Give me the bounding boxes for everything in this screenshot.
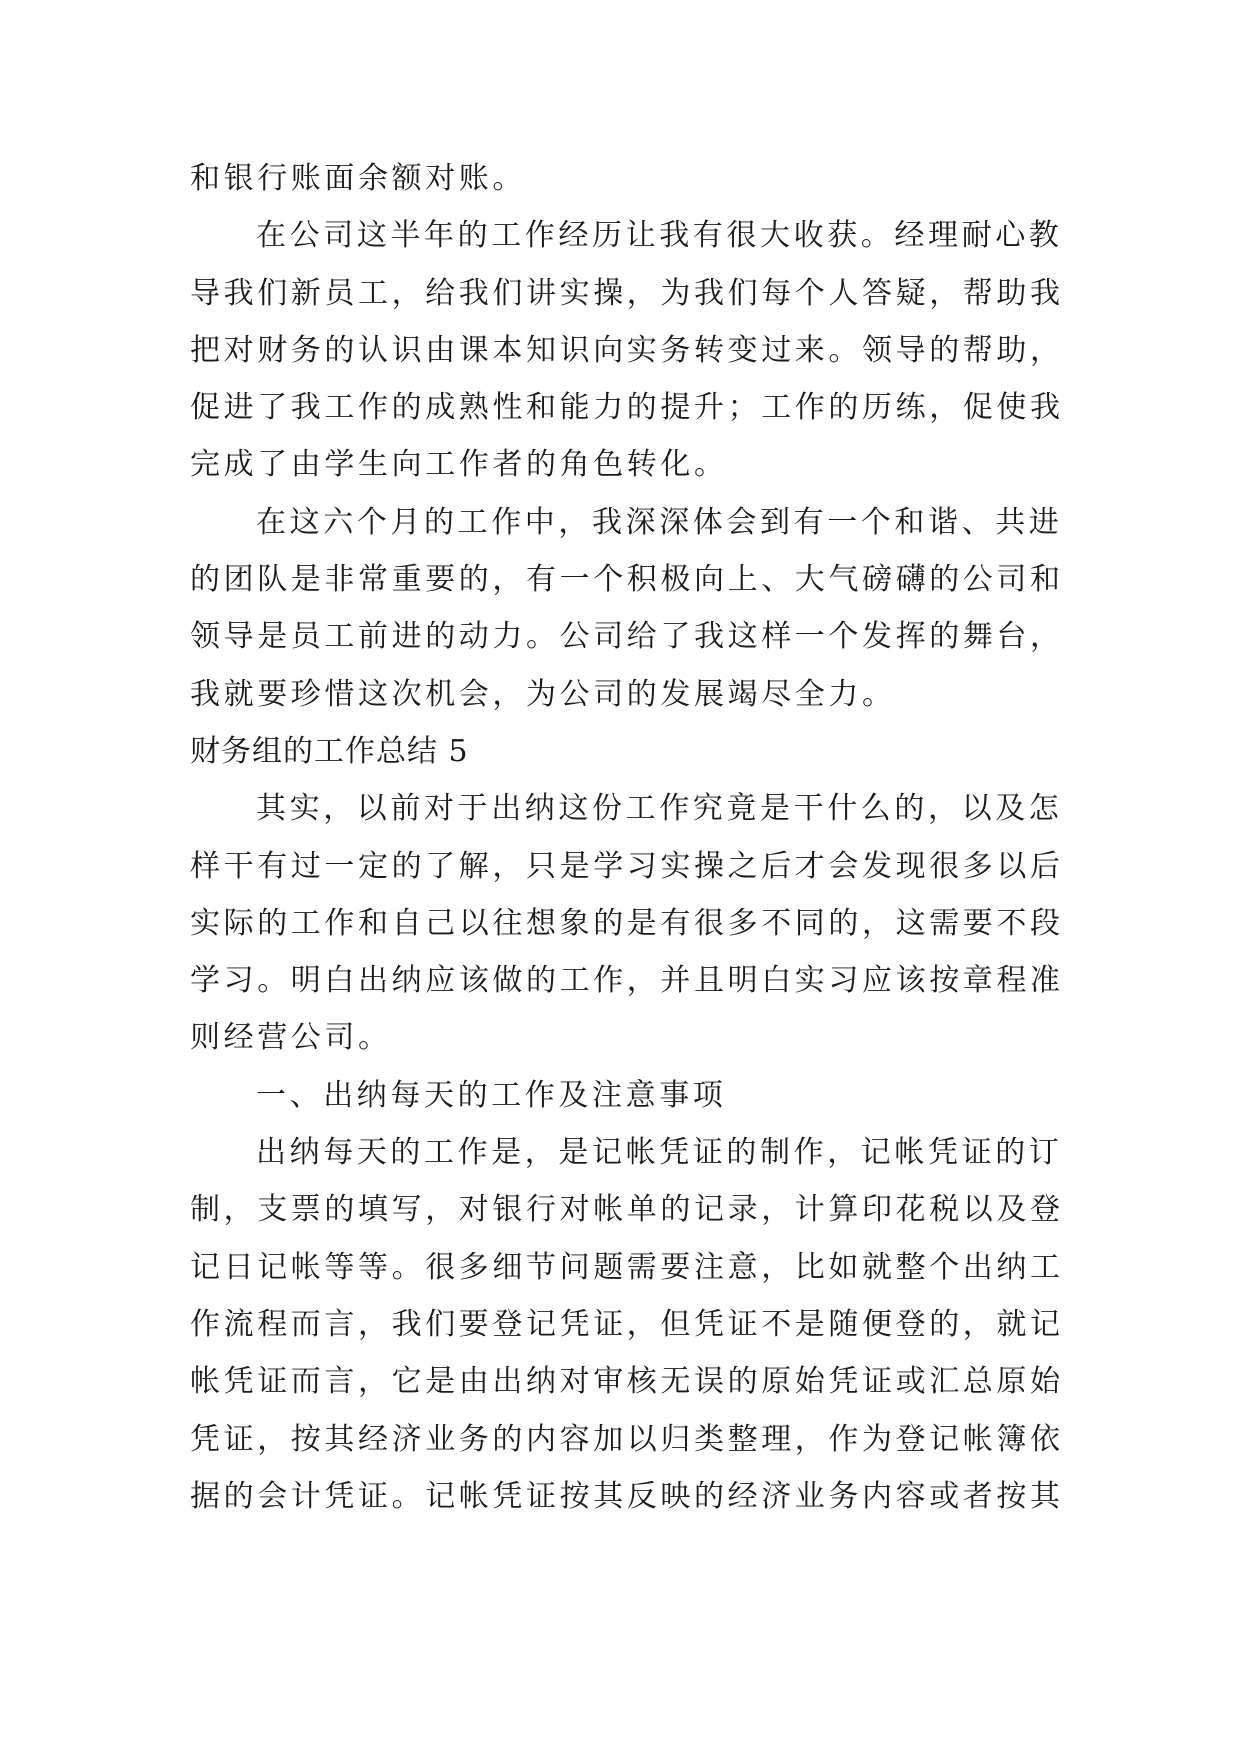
- text-line: 记日记帐等等。很多细节问题需要注意，比如就整个出纳工: [190, 1249, 1064, 1285]
- text-line: 促进了我工作的成熟性和能力的提升；工作的历练，促使我: [190, 390, 1064, 426]
- text-line: 凭证，按其经济业务的内容加以归类整理，作为登记帐簿依: [190, 1421, 1064, 1457]
- text-line: 出纳每天的工作是，是记帐凭证的制作，记帐凭证的订: [256, 1135, 1063, 1171]
- section-heading: 财务组的工作总结 5: [190, 733, 469, 769]
- text-line: 导我们新员工，给我们讲实操，为我们每个人答疑，帮助我: [190, 275, 1064, 311]
- subsection-heading: 一、出纳每天的工作及注意事项: [256, 1077, 727, 1113]
- text-line: 学习。明白出纳应该做的工作，并且明白实习应该按章程准: [190, 963, 1064, 999]
- text-line: 在这六个月的工作中，我深深体会到有一个和谐、共进: [256, 504, 1063, 540]
- text-line: 则经营公司。: [190, 1020, 392, 1056]
- text-line: 在公司这半年的工作经历让我有很大收获。经理耐心教: [256, 218, 1063, 254]
- text-line: 据的会计凭证。记帐凭证按其反映的经济业务内容或者按其: [190, 1478, 1064, 1514]
- text-line: 制，支票的填写，对银行对帐单的记录，计算印花税以及登: [190, 1192, 1064, 1228]
- text-line: 我就要珍惜这次机会，为公司的发展竭尽全力。: [190, 676, 896, 712]
- text-line: 领导是员工前进的动力。公司给了我这样一个发挥的舞台，: [190, 619, 1064, 655]
- text-line: 的团队是非常重要的，有一个积极向上、大气磅礴的公司和: [190, 562, 1064, 598]
- text-line: 作流程而言，我们要登记凭证，但凭证不是随便登的，就记: [190, 1306, 1064, 1342]
- text-line: 和银行账面余额对账。: [190, 161, 526, 196]
- text-line: 样干有过一定的了解，只是学习实操之后才会发现很多以后: [190, 848, 1064, 884]
- text-line: 帐凭证而言，它是由出纳对审核无误的原始凭证或汇总原始: [190, 1364, 1064, 1400]
- document-page: [190, 150, 1064, 1525]
- text-line: 把对财务的认识由课本知识向实务转变过来。领导的帮助，: [190, 332, 1064, 368]
- text-line: 完成了由学生向工作者的角色转化。: [190, 447, 728, 483]
- text-line: 其实，以前对于出纳这份工作究竟是干什么的，以及怎: [256, 791, 1063, 827]
- text-line: 实际的工作和自己以往想象的是有很多不同的，这需要不段: [190, 905, 1064, 941]
